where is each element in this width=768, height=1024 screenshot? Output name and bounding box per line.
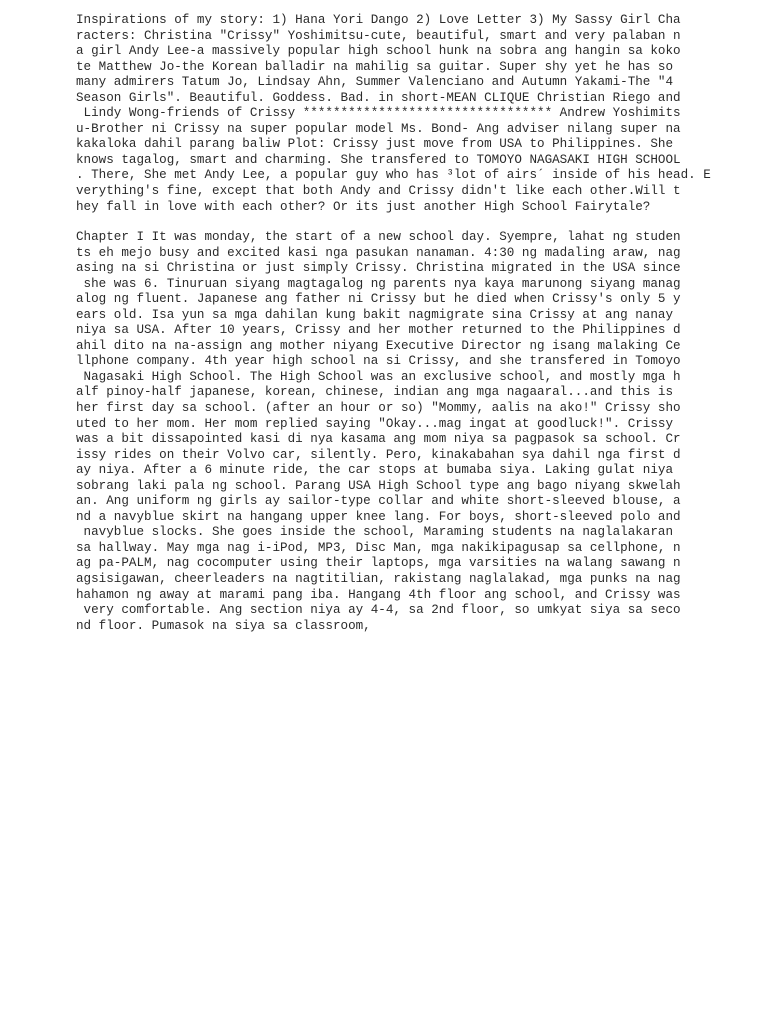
- text-line: sobrang laki pala ng school. Parang USA High School type ang bago niyang skwelah: [76, 478, 681, 493]
- text-line: ay niya. After a 6 minute ride, the car stops at bumaba siya. Laking gulat niya: [76, 463, 674, 478]
- text-line: . There, She met Andy Lee, a popular guy who has ³lot of airs´ inside of his head. E: [76, 168, 711, 183]
- text-line: sa hallway. May mga nag i-iPod, MP3, Disc Man, mga nakikipagusap sa cellphone, n: [76, 540, 681, 555]
- text-line: nd a navyblue skirt na hangang upper knee lang. For boys, short-sleeved polo and: [76, 509, 681, 524]
- text-line: Chapter I It was monday, the start of a new school day. Syempre, lahat ng studen: [76, 230, 681, 244]
- text-line: many admirers Tatum Jo, Lindsay Ahn, Summer Valenciano and Autumn Yakami-The "4: [76, 75, 674, 90]
- text-line: hahamon ng away at marami pang iba. Hangang 4th floor ang school, and Crissy was: [76, 587, 681, 602]
- text-line: asing na si Christina or just simply Crissy. Christina migrated in the USA since: [76, 261, 681, 276]
- text-line: alf pinoy-half japanese, korean, chinese, indian ang mga nagaaral...and this is: [76, 385, 674, 400]
- text-line: ahil dito na na-assign ang mother niyang Executive Director ng isang malaking Ce: [76, 338, 681, 353]
- text-line: llphone company. 4th year high school na si Crissy, and she transfered in Tomoyo: [76, 354, 681, 369]
- text-line: racters: Christina "Crissy" Yoshimitsu-cute, beautiful, smart and very palaban n: [76, 28, 681, 43]
- text-line: a girl Andy Lee-a massively popular high school hunk na sobra ang hangin sa koko: [76, 44, 681, 59]
- text-line: ag pa-PALM, nag cocomputer using their laptops, mga varsities na walang sawang n: [76, 556, 681, 571]
- text-line: te Matthew Jo-the Korean balladir na mahilig sa guitar. Super shy yet he has so: [76, 59, 674, 74]
- text-line: u-Brother ni Crissy na super popular model Ms. Bond- Ang adviser nilang super na: [76, 121, 681, 136]
- text-line: hey fall in love with each other? Or its just another High School Fairytale?: [76, 199, 651, 214]
- paragraph-story-intro: [76, 13, 716, 215]
- text-line: verything's fine, except that both Andy and Crissy didn't like each other.Will t: [76, 184, 681, 199]
- text-line: Lindy Wong-friends of Crissy ********************************* Andrew Yoshimits: [76, 106, 681, 121]
- paragraph-chapter-one: [76, 230, 716, 634]
- text-line: uted to her mom. Her mom replied saying "Okay...mag ingat at goodluck!". Crissy: [76, 416, 674, 431]
- text-line: issy rides on their Volvo car, silently. Pero, kinakabahan sya dahil nga first d: [76, 447, 681, 462]
- text-line: nd floor. Pumasok na siya sa classroom,: [76, 618, 371, 633]
- text-line: very comfortable. Ang section niya ay 4-4, sa 2nd floor, so umkyat siya sa seco: [76, 603, 681, 618]
- text-line: niya sa USA. After 10 years, Crissy and her mother returned to the Philippines d: [76, 323, 681, 338]
- text-line: knows tagalog, smart and charming. She transfered to TOMOYO NAGASAKI HIGH SCHOOL: [76, 152, 681, 167]
- text-line: navyblue slocks. She goes inside the school, Maraming students na naglalakaran: [76, 525, 674, 540]
- text-line: ears old. Isa yun sa mga dahilan kung bakit nagmigrate sina Crissy at ang nanay: [76, 307, 674, 322]
- text-line: ts eh mejo busy and excited kasi nga pasukan nanaman. 4:30 ng madaling araw, nag: [76, 245, 681, 260]
- text-line: her first day sa school. (after an hour or so) "Mommy, aalis na ako!" Crissy sho: [76, 401, 681, 416]
- text-line: Season Girls". Beautiful. Goddess. Bad. in short-MEAN CLIQUE Christian Riego and: [76, 90, 681, 105]
- text-line: kakaloka dahil parang baliw Plot: Crissy just move from USA to Philippines. She: [76, 137, 674, 152]
- text-line: Inspirations of my story: 1) Hana Yori Dango 2) Love Letter 3) My Sassy Girl Cha: [76, 13, 681, 27]
- text-line: alog ng fluent. Japanese ang father ni Crissy but he died when Crissy's only 5 y: [76, 292, 681, 307]
- text-line: Nagasaki High School. The High School was an exclusive school, and mostly mga h: [76, 369, 681, 384]
- text-line: agsisigawan, cheerleaders na nagtitilian, rakistang naglalakad, mga punks na nag: [76, 572, 681, 587]
- text-line: she was 6. Tinuruan siyang magtagalog ng parents nya kaya marunong siyang manag: [76, 276, 681, 291]
- text-line: was a bit dissapointed kasi di nya kasama ang mom niya sa pagpasok sa school. Cr: [76, 432, 681, 447]
- text-line: an. Ang uniform ng girls ay sailor-type collar and white short-sleeved blouse, a: [76, 494, 681, 509]
